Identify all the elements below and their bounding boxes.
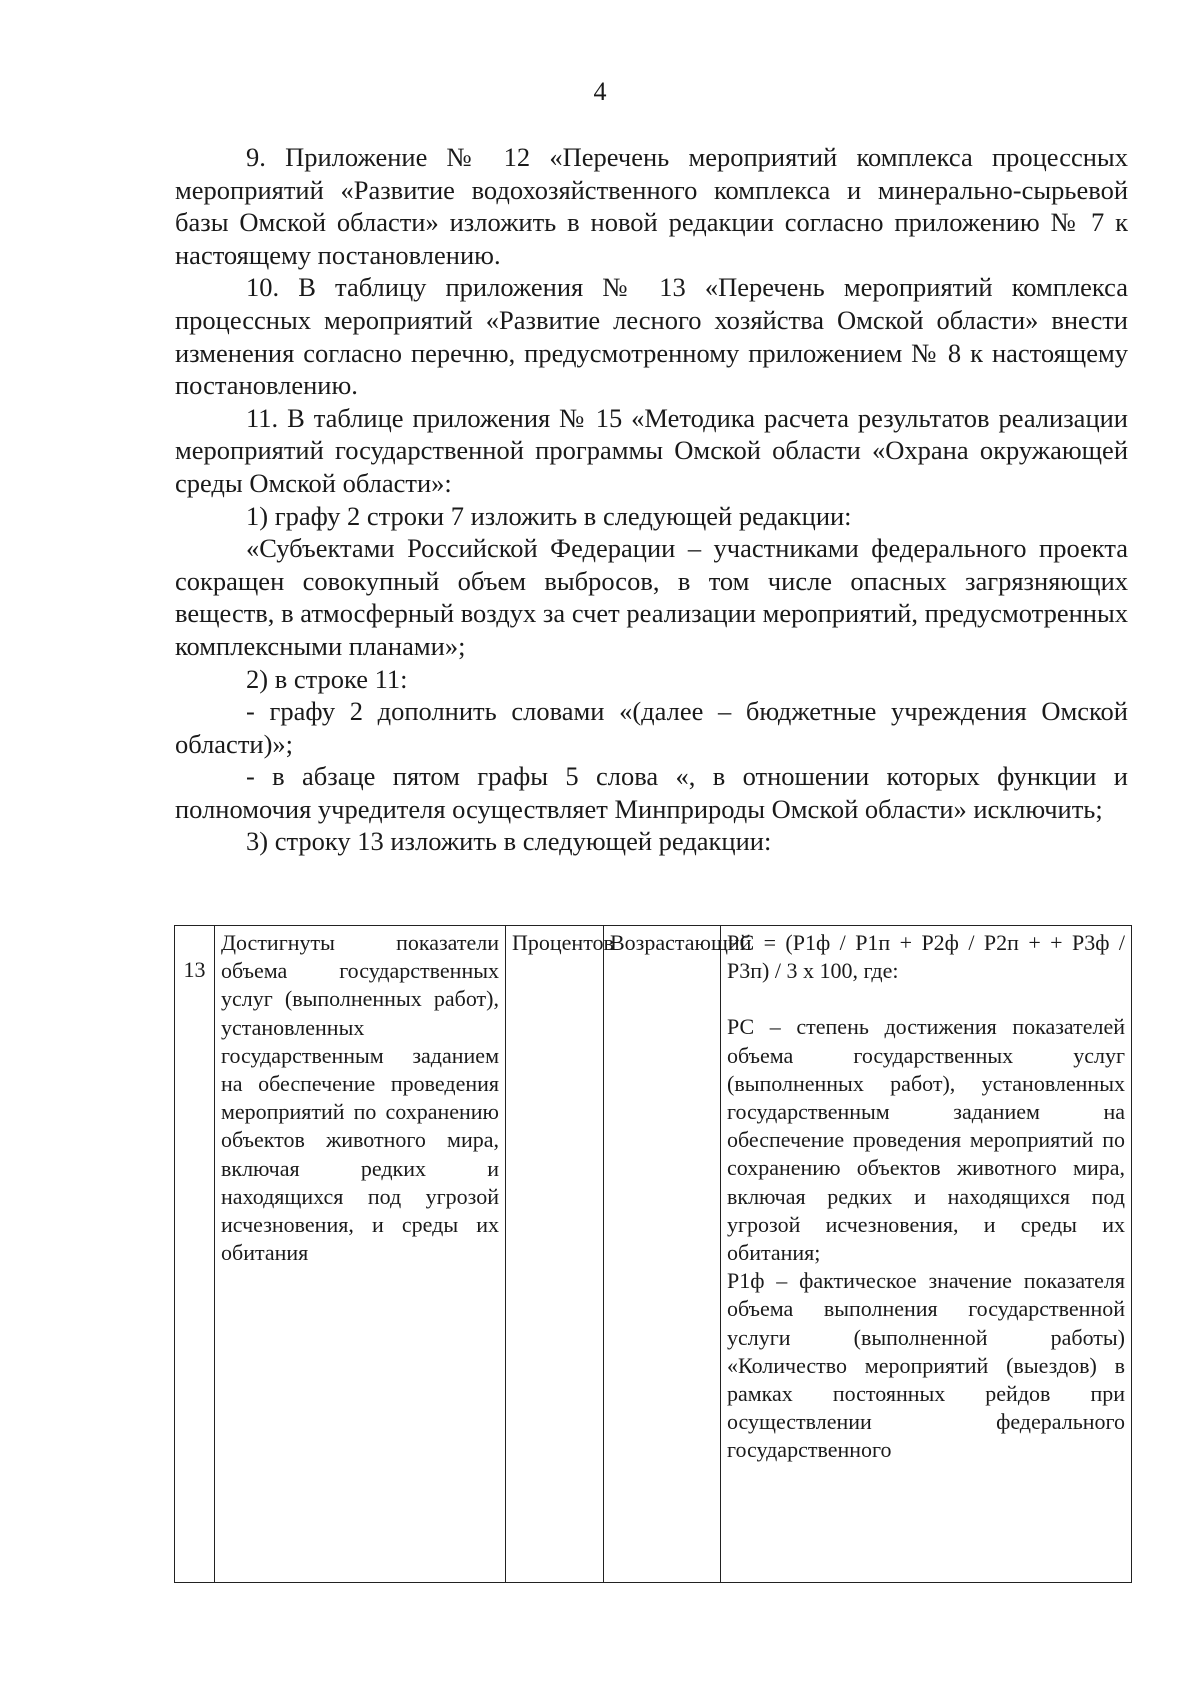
formula-definition-rs: РС – степень достижения показателей объема государственных услуг (выполненных работ), установленных государственным заданием на обеспечение проведения мероприятий по сохранению объектов животного мира, включая редких и находящихся под угрозой исчезновения, и среды их обитания; — [727, 1014, 1125, 1266]
document-body — [175, 141, 1128, 858]
paragraph-subitem-3: 3) строку 13 изложить в следующей редакции: — [246, 826, 772, 857]
paragraph-item-11: 11. В таблице приложения № 15 «Методика расчета результатов реализации мероприятий государственной программы Омской области «Охрана окружающей среды Омской области»: — [175, 402, 1128, 498]
formula-definition-p1f: Р1ф – фактическое значение показателя объема выполнения государственной услуги (выполненной работы) «Количество мероприятий (выездов) в рамках постоянных рейдов при осуществлении федерального государственного — [727, 1268, 1125, 1463]
unit-cell: Процентов — [506, 926, 604, 1583]
paragraph-dash-2: - в абзаце пятом графы 5 слова «, в отношении которых функции и полномочия учредителя осуществляет Минприроды Омской области» исключить; — [175, 761, 1128, 824]
formula-expression: РС = (Р1ф / Р1п + Р2ф / Р2п + + Р3ф / Р3п) / 3 х 100, где: — [727, 930, 1125, 984]
formula-cell — [721, 926, 1132, 1583]
row-number-cell: 13 — [175, 926, 215, 1583]
indicator-name-cell: Достигнуты показатели объема государственных услуг (выполненных работ), установленных государственным заданием на обеспечение проведения мероприятий по сохранению объектов животного мира, включая редких и находящихся под угрозой исчезновения, и среды их обитания — [215, 926, 506, 1583]
paragraph-subitem-2: 2) в строке 11: — [246, 663, 408, 694]
table-row — [175, 926, 1132, 1583]
indicator-type-cell: Возрастающий — [604, 926, 721, 1583]
paragraph-subitem-1: 1) графу 2 строки 7 изложить в следующей редакции: — [246, 500, 852, 531]
paragraph-item-9: 9. Приложение № 12 «Перечень мероприятий комплекса процессных мероприятий «Развитие водохозяйственного комплекса и минерально-сырьевой базы Омской области» изложить в новой редакции согласно приложению № 7 к настоящему постановлению. — [175, 142, 1128, 270]
paragraph-dash-1: - графу 2 дополнить словами «(далее – бюджетные учреждения Омской области)»; — [175, 696, 1128, 759]
methodology-table — [174, 925, 1132, 1583]
paragraph-quote-row-7: «Субъектами Российской Федерации – участниками федерального проекта сокращен совокупный объем выбросов, в том числе опасных загрязняющих веществ, в атмосферный воздух за счет реализации мероприятий, предусмотренных комплексными планами»; — [175, 533, 1128, 661]
page-number: 4 — [593, 77, 607, 106]
paragraph-item-10: 10. В таблицу приложения № 13 «Перечень мероприятий комплекса процессных мероприятий «Развитие лесного хозяйства Омской области» внести изменения согласно перечню, предусмотренному приложением № 8 к настоящему постановлению. — [175, 272, 1128, 401]
